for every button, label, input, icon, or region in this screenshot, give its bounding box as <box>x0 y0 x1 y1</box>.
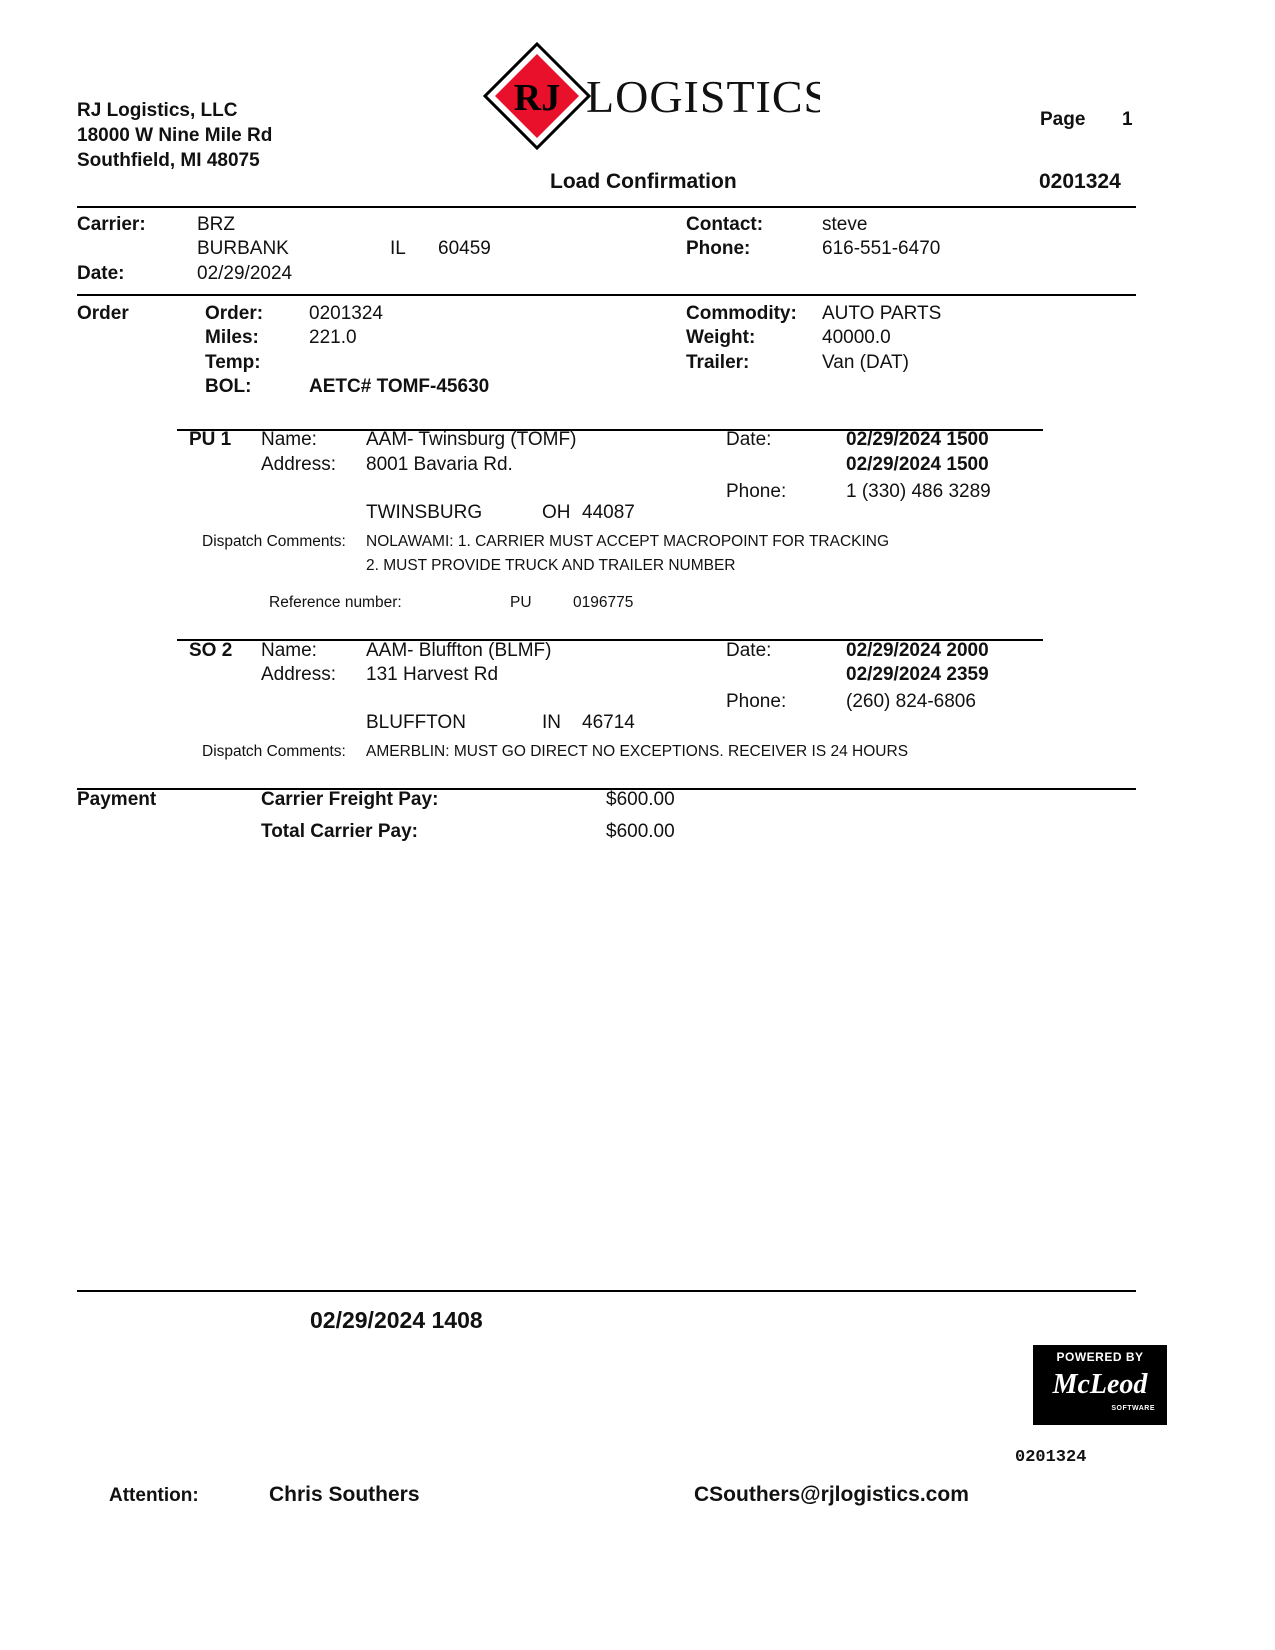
total-pay-label: Total Carrier Pay: <box>261 821 418 842</box>
weight-value: 40000.0 <box>822 327 891 348</box>
stop-zip: 44087 <box>582 502 635 523</box>
stop-city: BLUFFTON <box>366 712 466 733</box>
carrier-name: BRZ <box>197 214 235 235</box>
badge-sub-text: SOFTWARE <box>1111 1405 1155 1412</box>
contact-label: Contact: <box>686 214 764 235</box>
stop-address: 131 Harvest Rd <box>366 664 499 685</box>
dispatch-comments-label: Dispatch Comments: <box>202 743 346 760</box>
divider <box>77 294 1136 296</box>
logo-mark: RJ <box>513 77 561 119</box>
stop-date-start: 02/29/2024 1500 <box>846 429 989 450</box>
document-code: 0201324 <box>1015 1448 1087 1467</box>
freight-pay-value: $600.00 <box>606 789 675 810</box>
dispatch-comments-label: Dispatch Comments: <box>202 533 346 550</box>
attention-email[interactable]: CSouthers@rjlogistics.com <box>694 1483 969 1506</box>
reference-type: PU <box>510 594 532 611</box>
freight-pay-label: Carrier Freight Pay: <box>261 789 439 810</box>
badge-brand-text: McLeod <box>1052 1369 1148 1400</box>
trailer-label: Trailer: <box>686 352 750 373</box>
mcleod-badge <box>1033 1345 1167 1425</box>
phone-value: 616-551-6470 <box>822 238 941 259</box>
carrier-zip: 60459 <box>438 238 491 259</box>
stop-name: AAM- Bluffton (BLMF) <box>366 640 552 661</box>
stop-state: IN <box>542 712 561 733</box>
company-name: RJ Logistics, LLC <box>77 100 238 121</box>
commodity-label: Commodity: <box>686 303 797 324</box>
phone-label: Phone: <box>686 238 751 259</box>
stop-name-label: Name: <box>261 429 317 450</box>
reference-value: 0196775 <box>573 594 634 611</box>
logo-wordmark: LOGISTICS <box>586 71 820 122</box>
stop-phone: (260) 824-6806 <box>846 691 976 712</box>
carrier-state: IL <box>390 238 406 259</box>
company-street: 18000 W Nine Mile Rd <box>77 125 273 146</box>
divider <box>77 206 1136 208</box>
temp-label: Temp: <box>205 352 261 373</box>
order-value: 0201324 <box>309 303 383 324</box>
stop-zip: 46714 <box>582 712 635 733</box>
carrier-label: Carrier: <box>77 214 146 235</box>
stop-address-label: Address: <box>261 454 336 475</box>
logo-diamond-icon <box>480 42 820 154</box>
total-pay-value: $600.00 <box>606 821 675 842</box>
dispatch-comment: AMERBLIN: MUST GO DIRECT NO EXCEPTIONS. RECEIVER IS 24 HOURS <box>366 743 909 760</box>
dispatch-comment: NOLAWAMI: 1. CARRIER MUST ACCEPT MACROPOINT FOR TRACKING <box>366 533 890 550</box>
bol-label: BOL: <box>205 376 252 397</box>
date-label: Date: <box>77 263 125 284</box>
company-city: Southfield, MI 48075 <box>77 150 260 171</box>
stop-date-label: Date: <box>726 640 772 661</box>
bol-value: AETC# TOMF-45630 <box>309 376 490 397</box>
stop-date-end: 02/29/2024 1500 <box>846 454 989 475</box>
page-number: 1 <box>1122 109 1133 130</box>
company-logo <box>480 42 820 154</box>
stop-name: AAM- Twinsburg (TOMF) <box>366 429 577 450</box>
stop-tag: PU 1 <box>189 429 232 450</box>
stop-date-start: 02/29/2024 2000 <box>846 640 989 661</box>
attention-name: Chris Southers <box>269 1483 420 1506</box>
attention-label: Attention: <box>109 1485 199 1506</box>
carrier-date: 02/29/2024 <box>197 263 293 284</box>
badge-top-text: POWERED BY <box>1056 1350 1144 1364</box>
trailer-value: Van (DAT) <box>822 352 909 373</box>
stop-date-label: Date: <box>726 429 772 450</box>
weight-label: Weight: <box>686 327 756 348</box>
miles-label: Miles: <box>205 327 259 348</box>
carrier-city: BURBANK <box>197 238 289 259</box>
document-number: 0201324 <box>1039 170 1121 193</box>
divider <box>77 1290 1136 1292</box>
stop-address: 8001 Bavaria Rd. <box>366 454 513 475</box>
commodity-value: AUTO PARTS <box>822 303 942 324</box>
stop-phone: 1 (330) 486 3289 <box>846 481 991 502</box>
payment-section-label: Payment <box>77 789 157 810</box>
miles-value: 221.0 <box>309 327 357 348</box>
stop-phone-label: Phone: <box>726 691 787 712</box>
stop-phone-label: Phone: <box>726 481 787 502</box>
page-label: Page <box>1040 109 1086 130</box>
stop-tag: SO 2 <box>189 640 233 661</box>
stop-city: TWINSBURG <box>366 502 483 523</box>
document-title: Load Confirmation <box>550 170 737 193</box>
dispatch-comment: 2. MUST PROVIDE TRUCK AND TRAILER NUMBER <box>366 557 736 574</box>
stop-state: OH <box>542 502 571 523</box>
stop-address-label: Address: <box>261 664 336 685</box>
reference-label: Reference number: <box>269 594 402 611</box>
contact-value: steve <box>822 214 868 235</box>
print-timestamp: 02/29/2024 1408 <box>310 1307 483 1333</box>
stop-name-label: Name: <box>261 640 317 661</box>
order-section-label: Order <box>77 303 129 324</box>
order-label: Order: <box>205 303 264 324</box>
stop-date-end: 02/29/2024 2359 <box>846 664 989 685</box>
